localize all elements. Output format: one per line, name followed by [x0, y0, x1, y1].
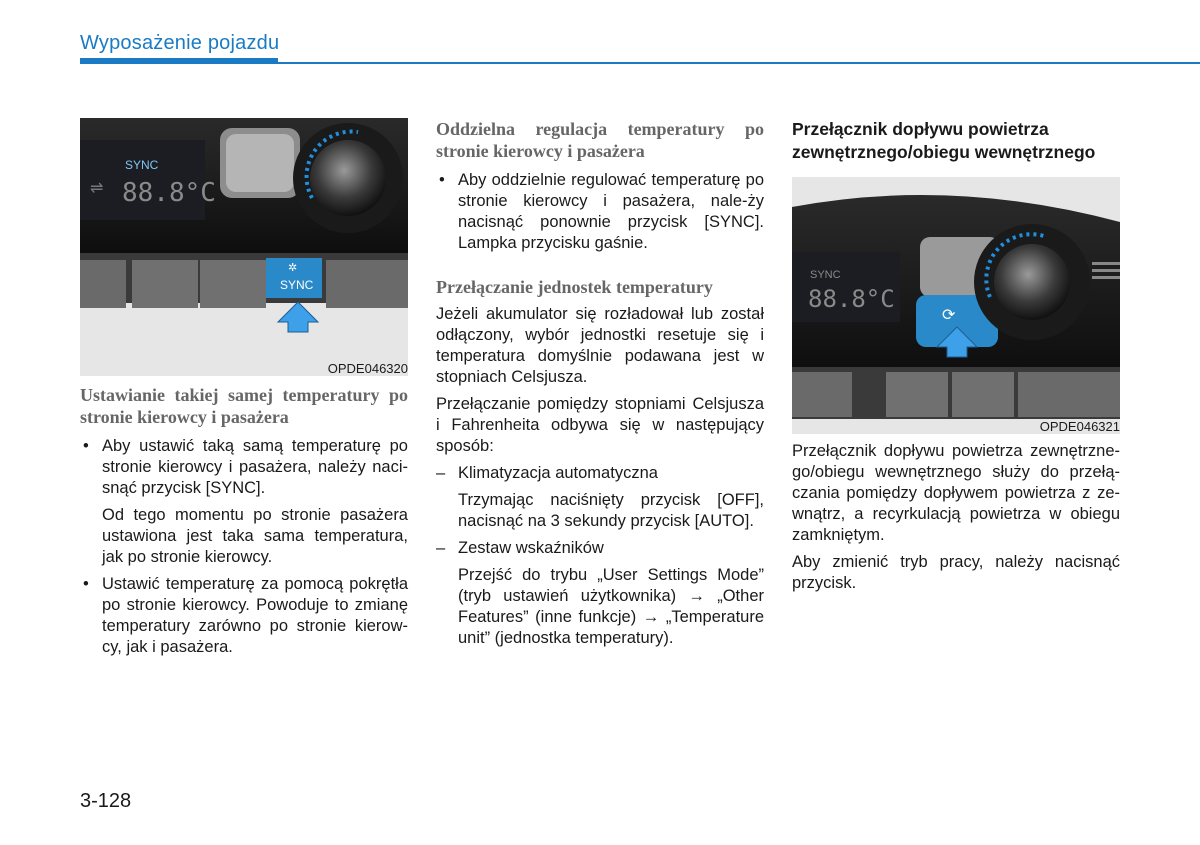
dash-item: [436, 538, 764, 559]
bullet-continuation: Od tego momentu po stronie pasażera ustawiona jest taka sama temperatura, jak po stronie kierowcy.: [102, 506, 408, 566]
display-sync-text: SYNC: [125, 158, 159, 172]
dash-item: [436, 463, 764, 484]
heading-same-temperature: Ustawianie takiej samej temperatury po stronie kierowcy i pasażera: [80, 385, 408, 427]
page-number: 3-128: [80, 790, 132, 812]
paragraph: Przełączanie pomiędzy stopniami Celsjusza i Fahrenheita odbywa się w następujący sposób:: [436, 395, 764, 455]
dash-text: Przejść do trybu „User Settings Mode” (tryb ustawień użytkownika) → „Other Features” (inne funkcje) → „Temperature unit” (jednostka temperatury).: [458, 566, 764, 647]
figure-code: OPDE046321: [1039, 419, 1120, 434]
paragraph: Przełącznik dopływu powietrza zewnętrzne-go/obiegu wewnętrznego służy do przełą-czania pomiędzy dopływem powietrza z ze-wnątrz, a recyrkulacją powietrza w obiegu zamkniętym.: [792, 442, 1120, 544]
climate-panel-illustration: [80, 118, 408, 376]
bullet-item: [80, 436, 408, 499]
heading-air-intake-switch: Przełącznik dopływu powietrza zewnętrznego/obiegu wewnętrznego: [792, 119, 1096, 162]
bullet-icon: •: [83, 437, 89, 455]
car-icon: ⇌: [90, 180, 104, 197]
figure-sync-button: [80, 118, 408, 376]
display-temperature: 88.8°C: [122, 178, 216, 208]
display-temperature: 88.8°C: [808, 285, 895, 313]
dash-label: Klimatyzacja automatyczna: [458, 464, 658, 482]
bullet-item: [80, 574, 408, 658]
heading-separate-regulation: Oddzielna regulacja temperatury po stronie kierowcy i pasażera: [436, 119, 764, 161]
dash-text: Trzymając naciśnięty przycisk [OFF], nacisnąć na 3 sekundy przycisk [AUTO].: [458, 491, 764, 530]
header-rule: [278, 62, 1200, 64]
dash-marker: –: [436, 539, 446, 557]
section-title: Wyposażenie pojazdu: [80, 32, 280, 54]
column-right: [792, 441, 1120, 600]
sync-indicator-icon: ✲: [288, 262, 298, 274]
paragraph: Aby zmienić tryb pracy, należy nacisnąć przycisk.: [792, 553, 1120, 592]
header-accent-bar: [80, 58, 278, 64]
heading-unit-switching: Przełączanie jednostek temperatury: [436, 277, 713, 297]
figure-air-intake-button: [792, 177, 1120, 434]
column-left: [80, 384, 408, 664]
bullet-item: [436, 170, 764, 254]
dash-marker: –: [436, 464, 446, 482]
column-right-heading: [792, 118, 1120, 164]
dash-label: Zestaw wskaźników: [458, 539, 604, 557]
bullet-text: Aby ustawić taką samą temperaturę po stronie kierowcy i pasażera, należy naci-snąć przycisk [SYNC].: [102, 437, 408, 497]
bullet-text: Aby oddzielnie regulować temperaturę po stronie kierowcy i pasażera, nale-ży nacisnąć ponownie przycisk [SYNC]. Lampka przycisku gaśnie.: [458, 171, 764, 252]
figure-code: OPDE046320: [327, 361, 408, 376]
bullet-text: Ustawić temperaturę za pomocą pokrętła po stronie kierowcy. Powoduje to zmianę temperatury zarówno po stronie kierow-cy, jak i pasażera.: [102, 575, 408, 656]
paragraph: Jeżeli akumulator się rozładował lub został odłączony, wybór jednostki resetuje się i temperatura domyślnie podawana jest w stopniach Celsjusza.: [436, 305, 764, 386]
bullet-icon: •: [83, 575, 89, 593]
column-middle: [436, 118, 764, 655]
bullet-icon: •: [439, 171, 445, 189]
recirculation-icon: ⟳: [942, 307, 956, 324]
display-sync-text: SYNC: [810, 269, 841, 281]
sync-button-label: SYNC: [280, 278, 314, 292]
